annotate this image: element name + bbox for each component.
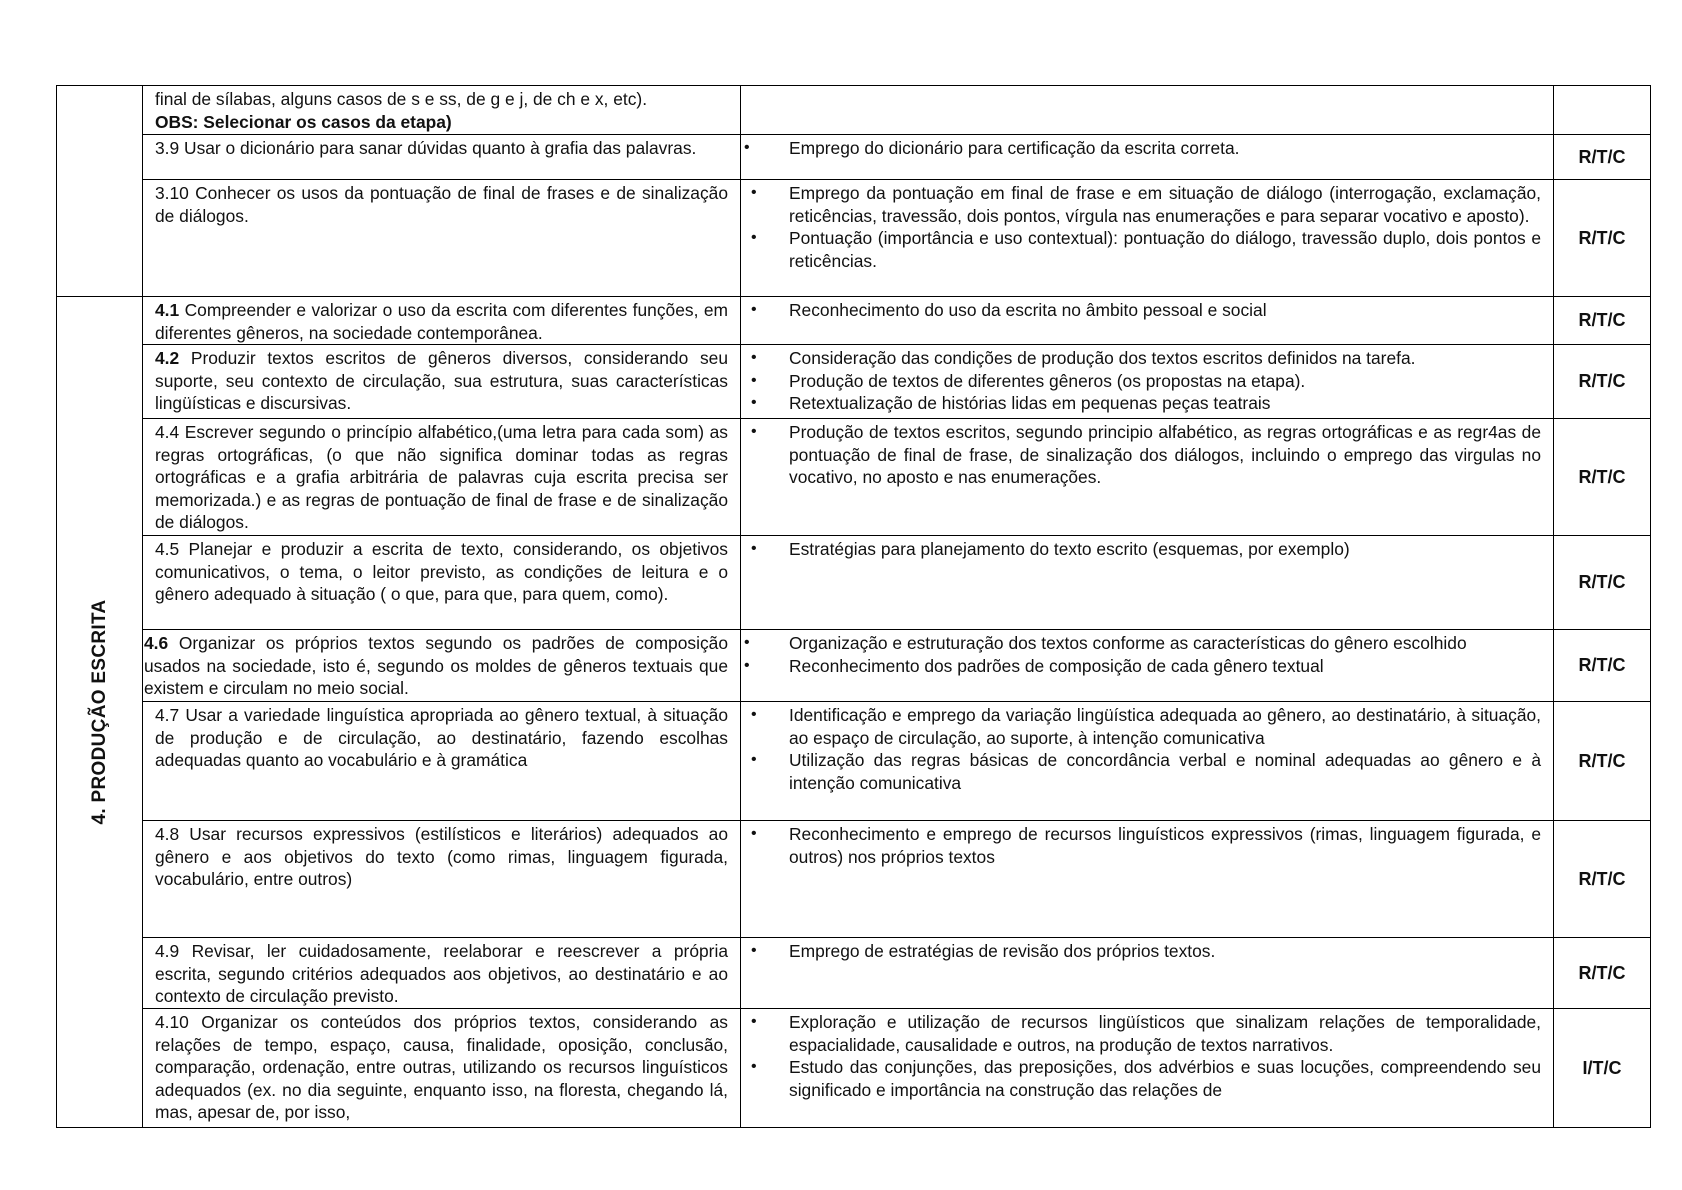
- content-item: • Reconhecimento dos padrões de composição de cada gênero textual: [741, 655, 1541, 678]
- objective-cell: [143, 180, 741, 297]
- table-row: [57, 630, 1651, 702]
- objective-cell: [143, 536, 741, 630]
- objective-cell: [143, 821, 741, 938]
- objective-text: Produzir textos escritos de gêneros diversos, considerando seu suporte, seu contexto de circulação, sua estrutura, suas características lingüísticas e discursivas.: [155, 348, 728, 413]
- objective-cell: [143, 419, 741, 536]
- content-item: • Estudo das conjunções, das preposições, dos advérbios e suas locuções, compreendendo seu significado e importância na construção das relações de: [741, 1056, 1541, 1101]
- content-item: • Retextualização de histórias lidas em pequenas peças teatrais: [741, 392, 1541, 415]
- objective-cell: [143, 938, 741, 1009]
- content-item: • Emprego do dicionário para certificação da escrita correta.: [741, 137, 1541, 160]
- content-cell: [741, 135, 1554, 180]
- content-item: • Produção de textos escritos, segundo principio alfabético, as regras ortográficas e as regr4as de pontuação de final de frase, de sinalização dos diálogos, incluindo o emprego das virgulas no vocativo, no aposto e nas enumerações.: [741, 421, 1541, 489]
- table-row: [57, 702, 1651, 821]
- objective-note: OBS: Selecionar os casos da etapa): [155, 111, 452, 132]
- axis-cell: [57, 297, 143, 1128]
- content-item: • Reconhecimento do uso da escrita no âmbito pessoal e social: [741, 299, 1541, 322]
- table-row: [57, 345, 1651, 419]
- objective-cell: [143, 297, 741, 345]
- objective-text: 4.8 Usar recursos expressivos (estilísticos e literários) adequados ao gênero e aos objetivos do texto (como rimas, linguagem figurada, vocabulário, entre outros): [155, 824, 728, 889]
- objective-cell: [143, 86, 741, 135]
- table-row: [57, 135, 1651, 180]
- axis-title: 4. PRODUÇÃO ESCRITA: [88, 599, 110, 825]
- content-cell: [741, 1009, 1554, 1128]
- code-cell: R/T/C: [1554, 630, 1651, 702]
- table-row: [57, 536, 1651, 630]
- table-row: [57, 821, 1651, 938]
- content-item: • Produção de textos de diferentes gêneros (os propostas na etapa).: [741, 370, 1541, 393]
- content-item: • Consideração das condições de produção dos textos escritos definidos na tarefa.: [741, 347, 1541, 370]
- content-item: • Reconhecimento e emprego de recursos linguísticos expressivos (rimas, linguagem figurada, e outros) nos próprios textos: [741, 823, 1541, 868]
- code-cell: R/T/C: [1554, 419, 1651, 536]
- content-cell: [741, 702, 1554, 821]
- objective-number: 4.1: [155, 300, 180, 320]
- content-cell: [741, 536, 1554, 630]
- curriculum-table: [56, 85, 1651, 1128]
- table-row: [57, 938, 1651, 1009]
- code-cell: [1554, 86, 1651, 135]
- objective-cell: [143, 135, 741, 180]
- objective-text: 4.5 Planejar e produzir a escrita de texto, considerando, os objetivos comunicativos, o tema, o leitor previsto, as condições de leitura e o gênero adequado à situação ( o que, para que, para quem, como).: [155, 539, 728, 604]
- code-cell: R/T/C: [1554, 345, 1651, 419]
- content-cell: [741, 345, 1554, 419]
- objective-cell: [143, 345, 741, 419]
- objective-text: final de sílabas, alguns casos de s e ss, de g e j, de ch e x, etc).: [155, 89, 648, 109]
- table-row: [57, 297, 1651, 345]
- content-item: • Utilização das regras básicas de concordância verbal e nominal adequadas ao gênero e à intenção comunicativa: [741, 749, 1541, 794]
- content-cell: [741, 630, 1554, 702]
- objective-text: 4.9 Revisar, ler cuidadosamente, reelaborar e reescrever a própria escrita, segundo critérios adequados aos objetivos, ao destinatário e ao contexto de circulação previsto.: [155, 941, 728, 1006]
- axis-cell-empty: [57, 86, 143, 297]
- objective-cell: [143, 630, 741, 702]
- code-cell: R/T/C: [1554, 536, 1651, 630]
- table-row: [57, 86, 1651, 135]
- content-item: • Exploração e utilização de recursos lingüísticos que sinalizam relações de temporalidade, espacialidade, causalidade e outros, na produção de textos narrativos.: [741, 1011, 1541, 1056]
- content-cell: [741, 938, 1554, 1009]
- content-item: • Pontuação (importância e uso contextual): pontuação do diálogo, travessão duplo, dois pontos e reticências.: [741, 227, 1541, 272]
- objective-cell: [143, 1009, 741, 1128]
- objective-text: Organizar os próprios textos segundo os padrões de composição usados na sociedade, isto é, segundo os moldes de gêneros textuais que existem e circulam no meio social.: [144, 633, 728, 698]
- objective-text: Compreender e valorizar o uso da escrita com diferentes funções, em diferentes gêneros, na sociedade contemporânea.: [155, 300, 728, 343]
- objective-text: 3.10 Conhecer os usos da pontuação de final de frases e de sinalização de diálogos.: [155, 183, 728, 226]
- content-cell: [741, 821, 1554, 938]
- code-cell: R/T/C: [1554, 938, 1651, 1009]
- code-cell: R/T/C: [1554, 821, 1651, 938]
- content-item: • Emprego da pontuação em final de frase e em situação de diálogo (interrogação, exclamação, reticências, travessão, dois pontos, vírgula nas enumerações e para separar vocativo e aposto).: [741, 182, 1541, 227]
- code-cell: R/T/C: [1554, 180, 1651, 297]
- code-cell: R/T/C: [1554, 297, 1651, 345]
- table-row: [57, 419, 1651, 536]
- content-cell: [741, 180, 1554, 297]
- table-row: [57, 1009, 1651, 1128]
- objective-number: 4.6: [144, 633, 169, 653]
- objective-text: 4.10 Organizar os conteúdos dos próprios textos, considerando as relações de tempo, espaço, causa, finalidade, oposição, conclusão, comparação, ordenação, entre outras, utilizando os recursos linguísticos adequados (ex. no dia seguinte, enquanto isso, na floresta, chegando lá, mas, apesar de, por isso,: [155, 1012, 728, 1122]
- content-item: • Emprego de estratégias de revisão dos próprios textos.: [741, 940, 1541, 963]
- objective-text: 3.9 Usar o dicionário para sanar dúvidas quanto à grafia das palavras.: [155, 138, 697, 158]
- content-cell: [741, 297, 1554, 345]
- code-cell: R/T/C: [1554, 135, 1651, 180]
- code-cell: I/T/C: [1554, 1009, 1651, 1128]
- table-row: [57, 180, 1651, 297]
- content-item: • Organização e estruturação dos textos conforme as características do gênero escolhido: [741, 632, 1541, 655]
- objective-cell: [143, 702, 741, 821]
- content-cell: [741, 419, 1554, 536]
- content-item: • Identificação e emprego da variação lingüística adequada ao gênero, ao destinatário, à situação, ao espaço de circulação, ao suporte, à intenção comunicativa: [741, 704, 1541, 749]
- content-cell: [741, 86, 1554, 135]
- objective-text: 4.7 Usar a variedade linguística apropriada ao gênero textual, à situação de produção e de circulação, ao destinatário, fazendo escolhas adequadas quanto ao vocabulário e à gramática: [155, 705, 728, 770]
- objective-number: 4.2: [155, 348, 180, 368]
- content-item: • Estratégias para planejamento do texto escrito (esquemas, por exemplo): [741, 538, 1541, 561]
- code-cell: R/T/C: [1554, 702, 1651, 821]
- objective-text: 4.4 Escrever segundo o princípio alfabético,(uma letra para cada som) as regras ortográficas, (o que não significa dominar todas as regras ortográficas e a grafia arbitrária de palavras cuja escrita precisa ser memorizada.) e as regras de pontuação de final de frase e de sinalização de diálogos.: [155, 422, 728, 532]
